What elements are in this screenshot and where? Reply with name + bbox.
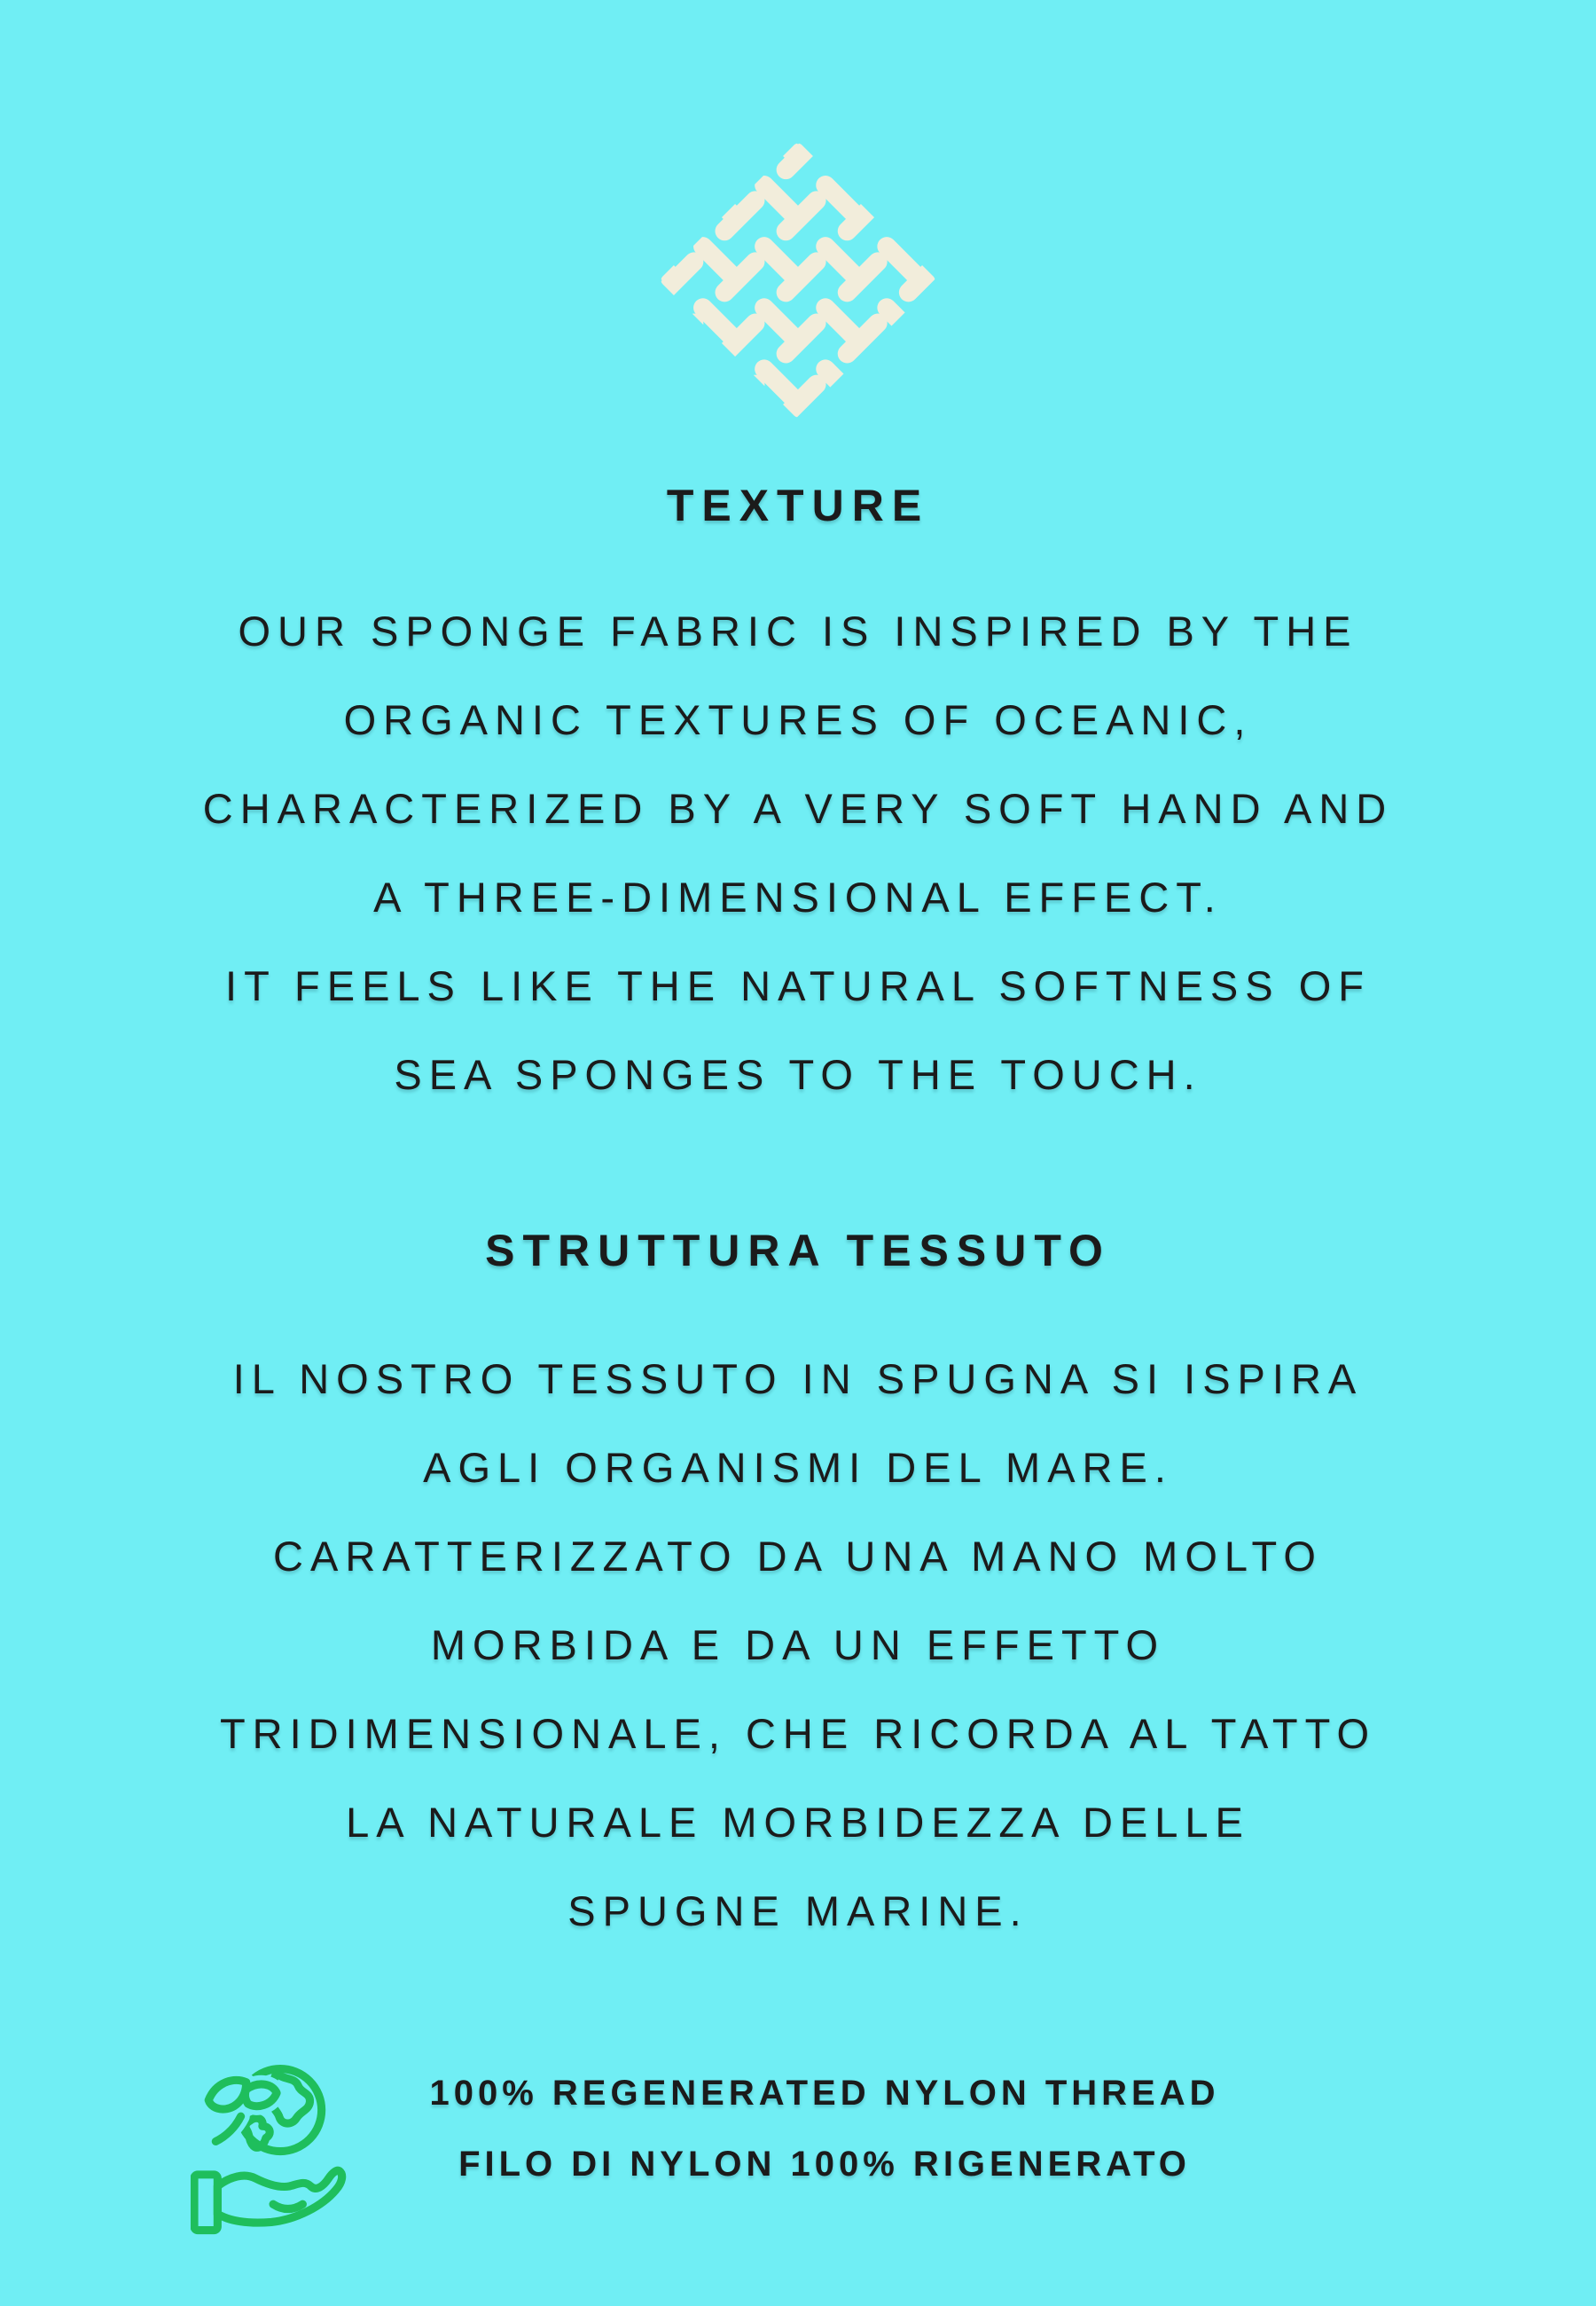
- texture-heading: TEXTURE: [666, 481, 930, 530]
- english-paragraph: [0, 587, 1596, 1119]
- paragraph-line: A THREE-DIMENSIONAL EFFECT.: [373, 874, 1223, 921]
- paragraph-line: SPUGNE MARINE.: [567, 1887, 1029, 1934]
- footer-note: [0, 2058, 1596, 2200]
- paragraph-line: OUR SPONGE FABRIC IS INSPIRED BY THE: [238, 608, 1358, 655]
- paragraph-line: LA NATURALE MORBIDEZZA DELLE: [346, 1799, 1250, 1846]
- paragraph-line: ORGANIC TEXTURES OF OCEANIC,: [343, 696, 1253, 743]
- paragraph-line: MORBIDA E DA UN EFFETTO: [430, 1621, 1166, 1668]
- weave-fabric-icon: [649, 131, 947, 429]
- paragraph-line: CARATTERIZZATO DA UNA MANO MOLTO: [273, 1533, 1323, 1580]
- footer-line: FILO DI NYLON 100% RIGENERATO: [458, 2145, 1191, 2184]
- paragraph-line: TRIDIMENSIONALE, CHE RICORDA AL TATTO: [219, 1710, 1377, 1757]
- paragraph-line: IL NOSTRO TESSUTO IN SPUGNA SI ISPIRA: [232, 1355, 1364, 1402]
- paragraph-line: AGLI ORGANISMI DEL MARE.: [423, 1444, 1173, 1491]
- paragraph-line: CHARACTERIZED BY A VERY SOFT HAND AND: [202, 785, 1394, 832]
- struttura-heading: STRUTTURA TESSUTO: [485, 1226, 1111, 1275]
- paragraph-line: IT FEELS LIKE THE NATURAL SOFTNESS OF: [225, 962, 1371, 1009]
- footer-line: 100% REGENERATED NYLON THREAD: [429, 2074, 1220, 2113]
- italian-paragraph: [0, 1335, 1596, 1956]
- paragraph-line: SEA SPONGES TO THE TOUCH.: [394, 1051, 1202, 1098]
